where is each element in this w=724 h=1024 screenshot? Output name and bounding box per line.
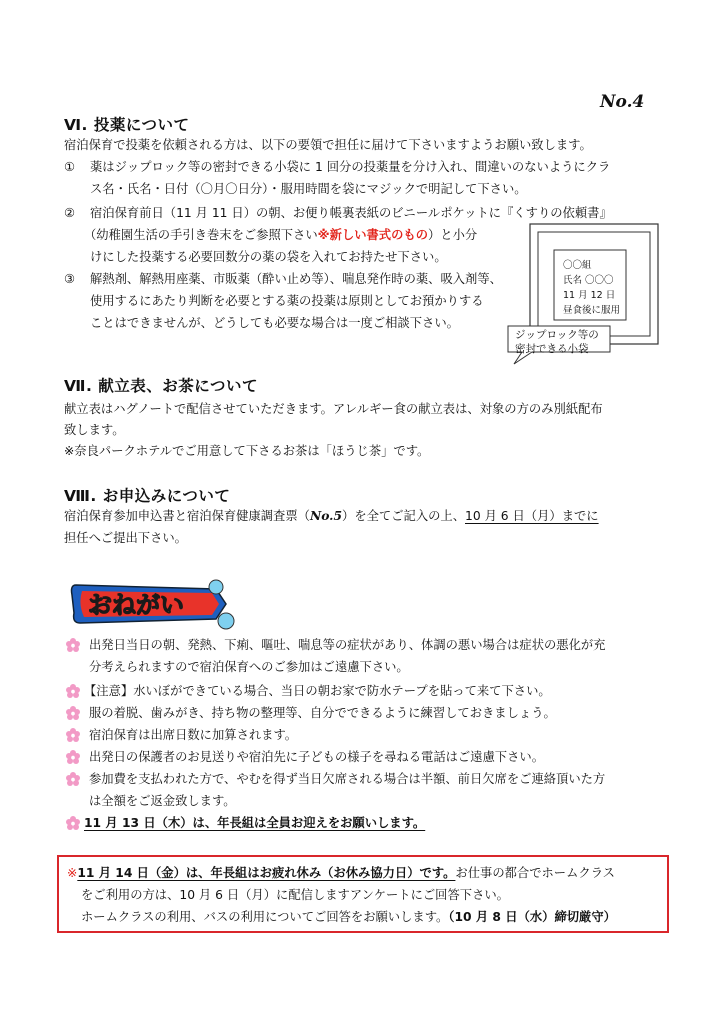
- flower-icon: [66, 816, 80, 830]
- bag-label-line2: 氏名 〇〇〇: [563, 275, 614, 286]
- section8-line1: 宿泊保育参加申込書と宿泊保育健康調査票（No.5）を全てご記入の上、10 月 6 日（月）までに: [64, 508, 599, 523]
- section6-intro: 宿泊保育で投薬を依頼される方は、以下の要領で担任に届けて下さいますようお願い致します。: [64, 138, 592, 152]
- flower-icon: [66, 772, 80, 786]
- flower-icon: [66, 638, 80, 652]
- onegai-item-7: 11 月 13 日（木）は、年長組は全員お迎えをお願いします。: [84, 816, 426, 830]
- bag-label-line1: 〇〇組: [563, 260, 592, 271]
- section6-item2-line2: （幼稚園生活の手引き巻末をご参照下さい※新しい書式のもの）と小分: [84, 228, 478, 242]
- flower-icon: [66, 684, 80, 698]
- onegai-item-1-cont: 分考えられますので宿泊保育へのご参加はご遠慮下さい。: [89, 660, 409, 674]
- bag-caption-line2: 密封できる小袋: [515, 343, 589, 355]
- bag-label-line4: 昼食後に服用: [563, 305, 621, 316]
- section6-item1-line2: ス名・氏名・日付（〇月〇日分）・服用時間を袋にマジックで明記して下さい。: [90, 182, 527, 196]
- section6-item2-line3: けにした投薬する必要回数分の薬の袋を入れてお持たせ下さい。: [90, 250, 447, 264]
- bag-label-line3: 11 月 12 日: [563, 290, 616, 301]
- section8-title: Ⅷ. お申込みについて: [64, 487, 231, 505]
- onegai-item-6: 参加費を支払われた方で、やむを得ず当日欠席される場合は半額、前日欠席をご連絡頂いた方: [89, 772, 606, 786]
- section6-item2-line1: 宿泊保育前日（11 月 11 日）の朝、お便り帳裏表紙のビニールポケットに『くすりの依頼書』: [90, 206, 612, 220]
- notice-mark: ※: [67, 866, 78, 880]
- onegai-item-1: 出発日当日の朝、発熱、下痢、嘔吐、喘息等の症状があり、体調の悪い場合は症状の悪化が充: [89, 638, 606, 652]
- flower-icon: [66, 706, 80, 720]
- form-number: No.5: [309, 508, 343, 523]
- notice-line2: をご利用の方は、10 月 6 日（月）に配信しますアンケートにご回答下さい。: [81, 888, 509, 902]
- section6-title: Ⅵ. 投薬について: [64, 116, 190, 134]
- section7-line1: 献立表はハグノートで配信させていただきます。アレルギー食の献立表は、対象の方のみ別紙配布: [64, 402, 603, 416]
- onegai-item-4: 宿泊保育は出席日数に加算されます。: [89, 728, 298, 742]
- section7-title: Ⅶ. 献立表、お茶について: [64, 377, 258, 395]
- section8-line2: 担任へご提出下さい。: [64, 531, 187, 545]
- notice-line3: ホームクラスの利用、バスの利用についてご回答をお願いします。（10 月 8 日（水）締切厳守）: [81, 910, 616, 924]
- onegai-item-2: 【注意】水いぼができている場合、当日の朝お家で防水テープを貼って来て下さい。: [84, 684, 551, 698]
- notice-line1: ※11 月 14 日（金）は、年長組はお疲れ休み（お休み協力日）です。お仕事の都合でホームクラス: [67, 866, 615, 880]
- page-number: No.4: [600, 92, 645, 112]
- onegai-banner-text: おねがい: [88, 591, 184, 619]
- flower-icon: [66, 750, 80, 764]
- section6-item3-line2: 使用するにあたり判断を必要とする薬の投薬は原則としてお預かりする: [90, 294, 484, 308]
- section7-line3: ※奈良パークホテルでご用意して下さるお茶は「ほうじ茶」です。: [64, 444, 430, 458]
- section6-item2-num: ②: [64, 206, 76, 220]
- section6-item3-line3: ことはできませんが、どうしても必要な場合は一度ご相談下さい。: [90, 316, 459, 330]
- notice-deadline: （10 月 8 日（水）締切厳守）: [448, 910, 616, 924]
- onegai-item-5: 出発日の保護者のお見送りや宿泊先に子どもの様子を尋ねる電話はご遠慮下さい。: [89, 750, 544, 764]
- section6-item3-num: ③: [64, 272, 76, 286]
- flower-icon: [66, 728, 80, 742]
- deadline-date: 10 月 6 日（月）までに: [465, 509, 599, 523]
- onegai-item-3: 服の着脱、歯みがき、持ち物の整理等、自分でできるように練習しておきましょう。: [89, 706, 556, 720]
- onegai-item-6-cont: は全額をご返金致します。: [89, 794, 236, 808]
- section6-item1-line1: 薬はジップロック等の密封できる小袋に 1 回分の投薬量を分け入れ、間違いのないようにクラ: [90, 160, 611, 174]
- section6-item3-line1: 解熱剤、解熱用座薬、市販薬（酔い止め等）、喘息発作時の薬、吸入剤等、: [90, 272, 502, 286]
- bag-caption-line1: ジップロック等の: [515, 329, 599, 341]
- section6-item1-num: ①: [64, 160, 76, 174]
- new-format-note: ※新しい書式のもの: [317, 228, 428, 242]
- onegai-banner: [66, 573, 236, 635]
- section7-line2: 致します。: [64, 423, 125, 437]
